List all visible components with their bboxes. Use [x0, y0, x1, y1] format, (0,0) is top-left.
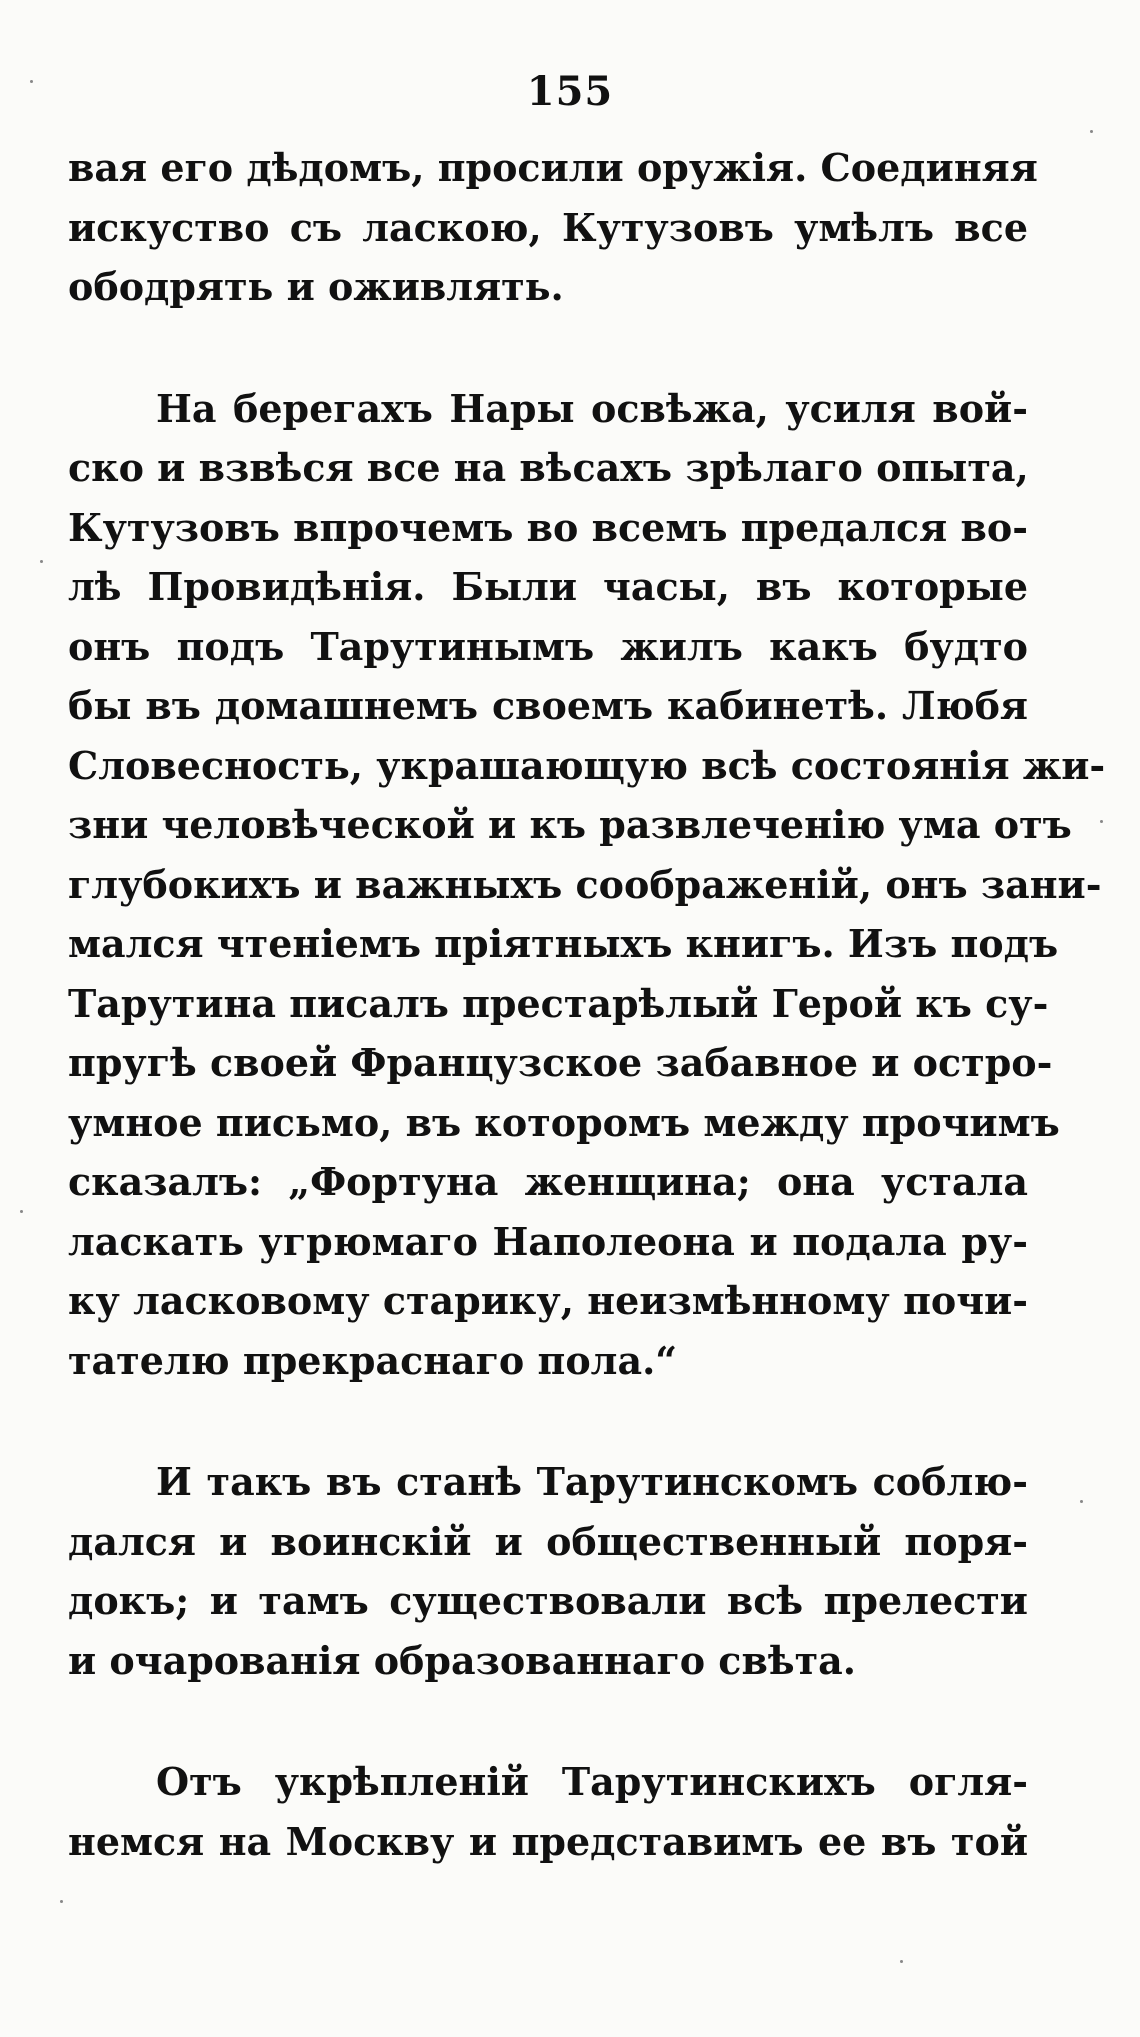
text-line: онъ подъ Тарутинымъ жилъ какъ будто	[68, 623, 1028, 669]
paragraph-2	[68, 379, 1106, 1391]
text-line: дался и воинскій и общественный поря-	[68, 1518, 1028, 1564]
text-line: мался чтеніемъ пріятныхъ книгъ. Изъ подъ	[68, 921, 1059, 966]
paper-speck	[1080, 1500, 1083, 1503]
paragraph-4	[68, 1752, 1028, 1871]
paper-speck	[1100, 820, 1103, 823]
text-line: Тарутина писалъ престарѣлый Герой къ су-	[68, 980, 1049, 1026]
text-line: глубокихъ и важныхъ соображеній, онъ зани-	[68, 861, 1102, 907]
text-line: умное письмо, въ которомъ между прочимъ	[68, 1099, 1060, 1145]
text-line: лѣ Провидѣнія. Были часы, въ которые	[68, 564, 1028, 609]
paper-speck	[30, 80, 33, 83]
text-line: ку ласковому старику, неизмѣнному почи-	[68, 1278, 1028, 1323]
text-line: И такъ въ станѣ Тарутинскомъ соблю-	[156, 1459, 1028, 1504]
text-line: На берегахъ Нары освѣжа, усиля вой-	[156, 385, 1028, 431]
text-line: ласкать угрюмаго Наполеона и подала ру-	[68, 1218, 1028, 1264]
text-line: докъ; и тамъ существовали всѣ прелести	[68, 1578, 1028, 1623]
page-text	[68, 138, 1106, 1871]
text-line: Словесность, украшающую всѣ состоянія жи-	[68, 742, 1106, 788]
text-line: тателю прекраснаго пола.“	[68, 1337, 678, 1383]
page-number: 155	[526, 68, 614, 115]
text-line: ско и взвѣся все на вѣсахъ зрѣлаго опыта,	[68, 445, 1029, 490]
text-line: немся на Москву и представимъ ее въ той	[68, 1818, 1028, 1864]
paper-speck	[20, 1210, 23, 1213]
text-line: вая его дѣдомъ, просили оружія. Соединяя	[68, 145, 1038, 190]
text-line: сказалъ: „Фортуна женщина; она устала	[68, 1159, 1028, 1204]
text-line: искуство съ ласкою, Кутузовъ умѣлъ все	[68, 204, 1028, 250]
text-line: Кутузовъ впрочемъ во всемъ предался во-	[68, 504, 1029, 550]
text-line: ободрять и оживлять.	[68, 264, 564, 309]
text-line: Отъ укрѣпленій Тарутинскихъ огля-	[156, 1759, 1028, 1804]
paper-speck	[900, 1960, 903, 1963]
text-line: бы въ домашнемъ своемъ кабинетѣ. Любя	[68, 683, 1028, 728]
paragraph-3	[68, 1452, 1028, 1690]
paper-speck	[1090, 130, 1093, 133]
text-line: и очарованія образованнаго свѣта.	[68, 1637, 856, 1683]
paragraph-1	[68, 138, 1038, 317]
text-line: пругѣ своей Французское забавное и остро-	[68, 1040, 1053, 1085]
paper-speck	[60, 1900, 63, 1903]
text-line: зни человѣческой и къ развлеченію ума отъ	[68, 802, 1072, 847]
paper-speck	[40, 560, 43, 563]
